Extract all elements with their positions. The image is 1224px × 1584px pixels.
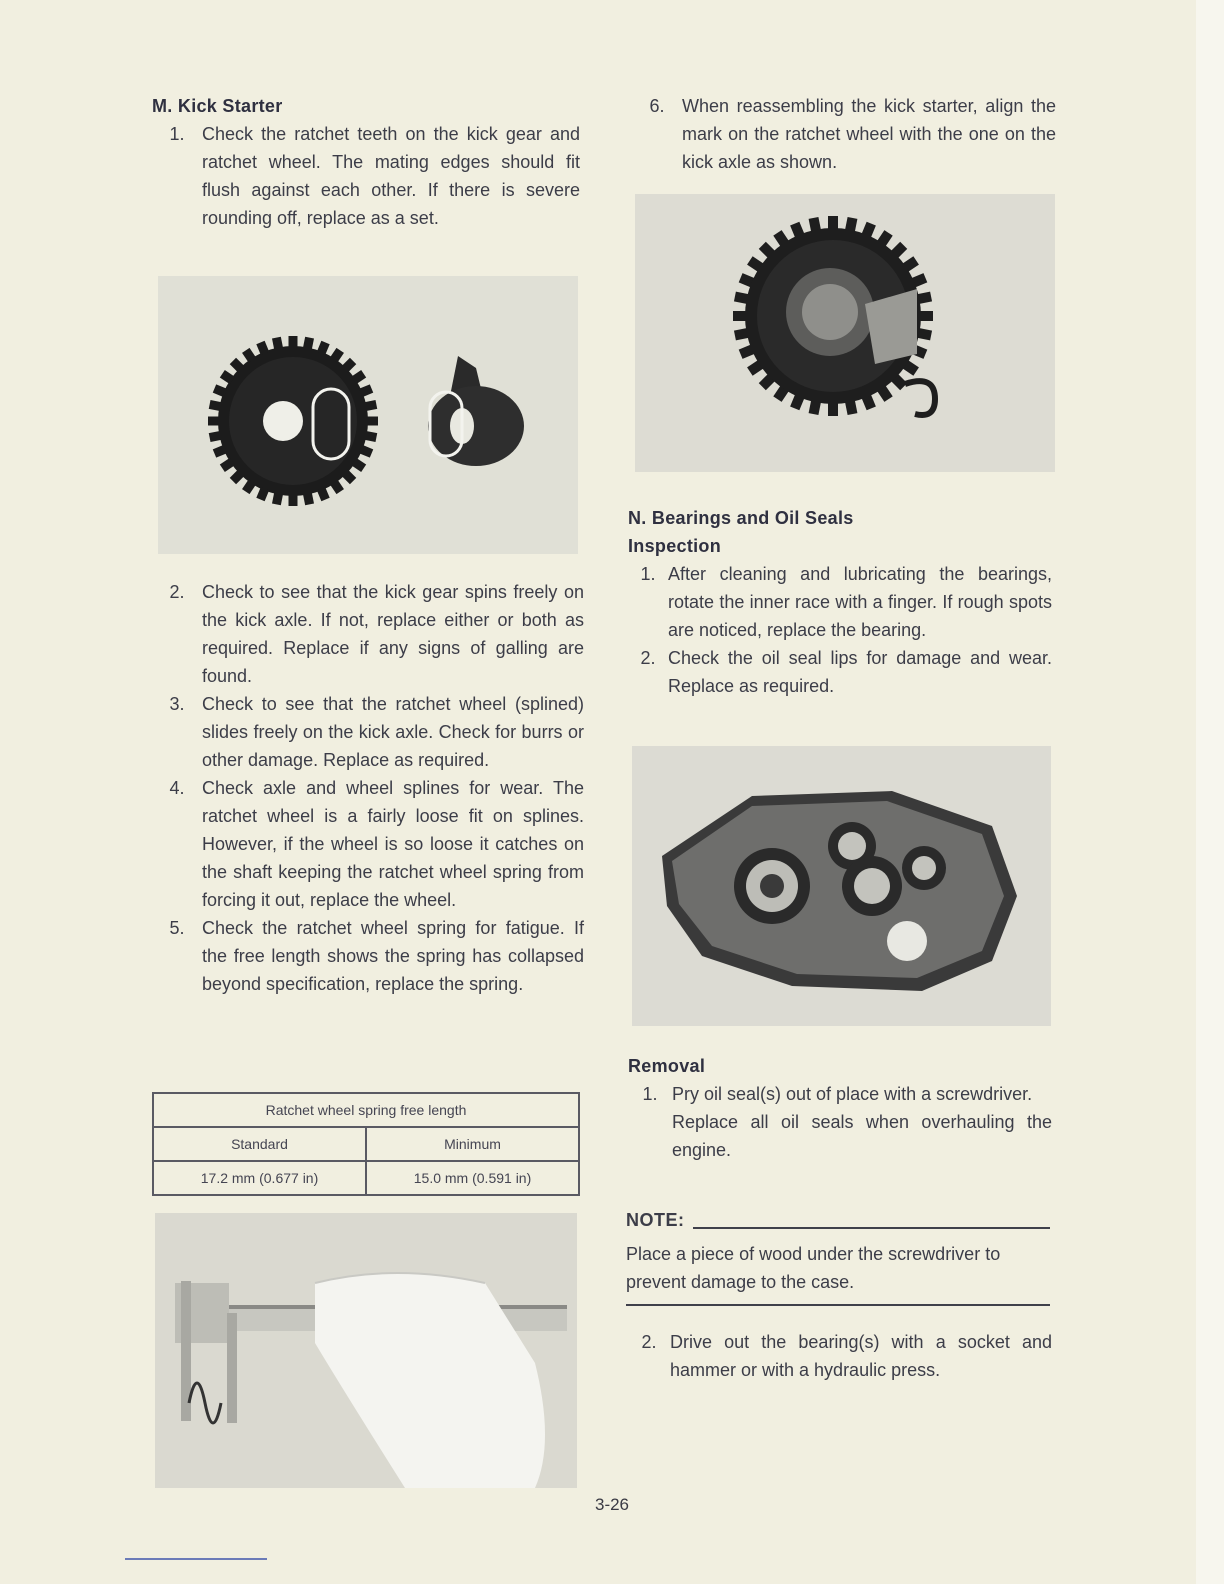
item-text: Check to see that the kick gear spins freely on the kick axle. If not, replace either or both as required. Replace if any signs of galling are found. bbox=[202, 582, 584, 686]
item-number: 5. bbox=[169, 918, 185, 938]
table-cell-standard: 17.2 mm (0.677 in) bbox=[153, 1161, 366, 1195]
item-number: 2. bbox=[640, 648, 656, 668]
subheading-inspection: Inspection bbox=[628, 536, 722, 556]
photo-caliper-spring bbox=[155, 1213, 577, 1488]
list-item bbox=[628, 1328, 1052, 1384]
list-item bbox=[628, 1080, 1052, 1164]
list-item bbox=[152, 774, 584, 914]
right-column-section-n bbox=[628, 504, 1052, 700]
table-header-minimum: Minimum bbox=[366, 1127, 579, 1161]
item-text-line2: Replace all oil seals when overhauling the engine. bbox=[672, 1112, 1052, 1160]
right-column-top bbox=[632, 92, 1056, 176]
item-text: Check the ratchet teeth on the kick gear and ratchet wheel. The mating edges should fit flush against each other. If there is severe rounding off, replace as a set. bbox=[202, 124, 580, 228]
right-column-removal-2 bbox=[628, 1328, 1052, 1384]
page-number: 3-26 bbox=[594, 1495, 630, 1514]
item-text-line1: Pry oil seal(s) out of place with a screwdriver. bbox=[672, 1084, 1033, 1104]
list-item bbox=[152, 120, 580, 232]
list-item bbox=[152, 578, 584, 690]
note-text: Place a piece of wood under the screwdriver to prevent damage to the case. bbox=[626, 1244, 1001, 1292]
list-item bbox=[628, 644, 1052, 700]
photo-kick-gear-ratchet bbox=[158, 276, 578, 554]
photo-crankcase-bearings bbox=[632, 746, 1051, 1026]
note-rule-bottom bbox=[626, 1304, 1050, 1306]
section-heading-bearings: N. Bearings and Oil Seals bbox=[628, 508, 854, 528]
item-text bbox=[672, 1080, 1052, 1164]
table-header-standard: Standard bbox=[153, 1127, 366, 1161]
item-number: 2. bbox=[641, 1332, 657, 1352]
item-text: Check to see that the ratchet wheel (splined) slides freely on the kick axle. Check for burrs or other damage. Replace as required. bbox=[202, 694, 584, 770]
left-column-middle bbox=[152, 578, 584, 998]
list-item bbox=[632, 92, 1056, 176]
item-text: After cleaning and lubricating the bearings, rotate the inner race with a finger. If rough spots are noticed, replace the bearing. bbox=[668, 564, 1052, 640]
item-text: Check the ratchet wheel spring for fatigue. If the free length shows the spring has collapsed beyond specification, replace the spring. bbox=[202, 918, 584, 994]
item-text: Check the oil seal lips for damage and wear. Replace as required. bbox=[668, 648, 1052, 696]
list-item bbox=[628, 560, 1052, 644]
item-number: 3. bbox=[169, 694, 185, 714]
list-item bbox=[152, 914, 584, 998]
item-text: Drive out the bearing(s) with a socket and hammer or with a hydraulic press. bbox=[670, 1332, 1052, 1380]
spec-table bbox=[152, 1092, 580, 1196]
note-label: NOTE: bbox=[626, 1210, 685, 1230]
note-rule-top bbox=[693, 1227, 1050, 1229]
table-cell-minimum: 15.0 mm (0.591 in) bbox=[366, 1161, 579, 1195]
item-number: 1. bbox=[642, 1084, 658, 1104]
list-item bbox=[152, 690, 584, 774]
page-edge bbox=[1196, 0, 1224, 1584]
item-text: Check axle and wheel splines for wear. The ratchet wheel is a fairly loose fit on splines. However, if the wheel is so loose it catches on the shaft keeping the ratchet wheel spring from forcing it out, replace the wheel. bbox=[202, 778, 584, 910]
photo-ratchet-alignment bbox=[635, 194, 1055, 472]
section-heading-kick-starter: M. Kick Starter bbox=[152, 96, 283, 116]
item-text: When reassembling the kick starter, align the mark on the ratchet wheel with the one on the kick axle as shown. bbox=[682, 96, 1056, 172]
item-number: 4. bbox=[169, 778, 185, 798]
item-number: 1. bbox=[169, 124, 185, 144]
right-column-removal bbox=[628, 1052, 1052, 1164]
item-number: 2. bbox=[169, 582, 185, 602]
subheading-removal: Removal bbox=[628, 1056, 706, 1076]
left-column-top bbox=[152, 92, 580, 232]
note-text-block bbox=[626, 1240, 1052, 1296]
item-number: 6. bbox=[649, 96, 665, 116]
bottom-rule bbox=[125, 1558, 267, 1560]
table-title: Ratchet wheel spring free length bbox=[153, 1093, 579, 1127]
item-number: 1. bbox=[640, 564, 656, 584]
